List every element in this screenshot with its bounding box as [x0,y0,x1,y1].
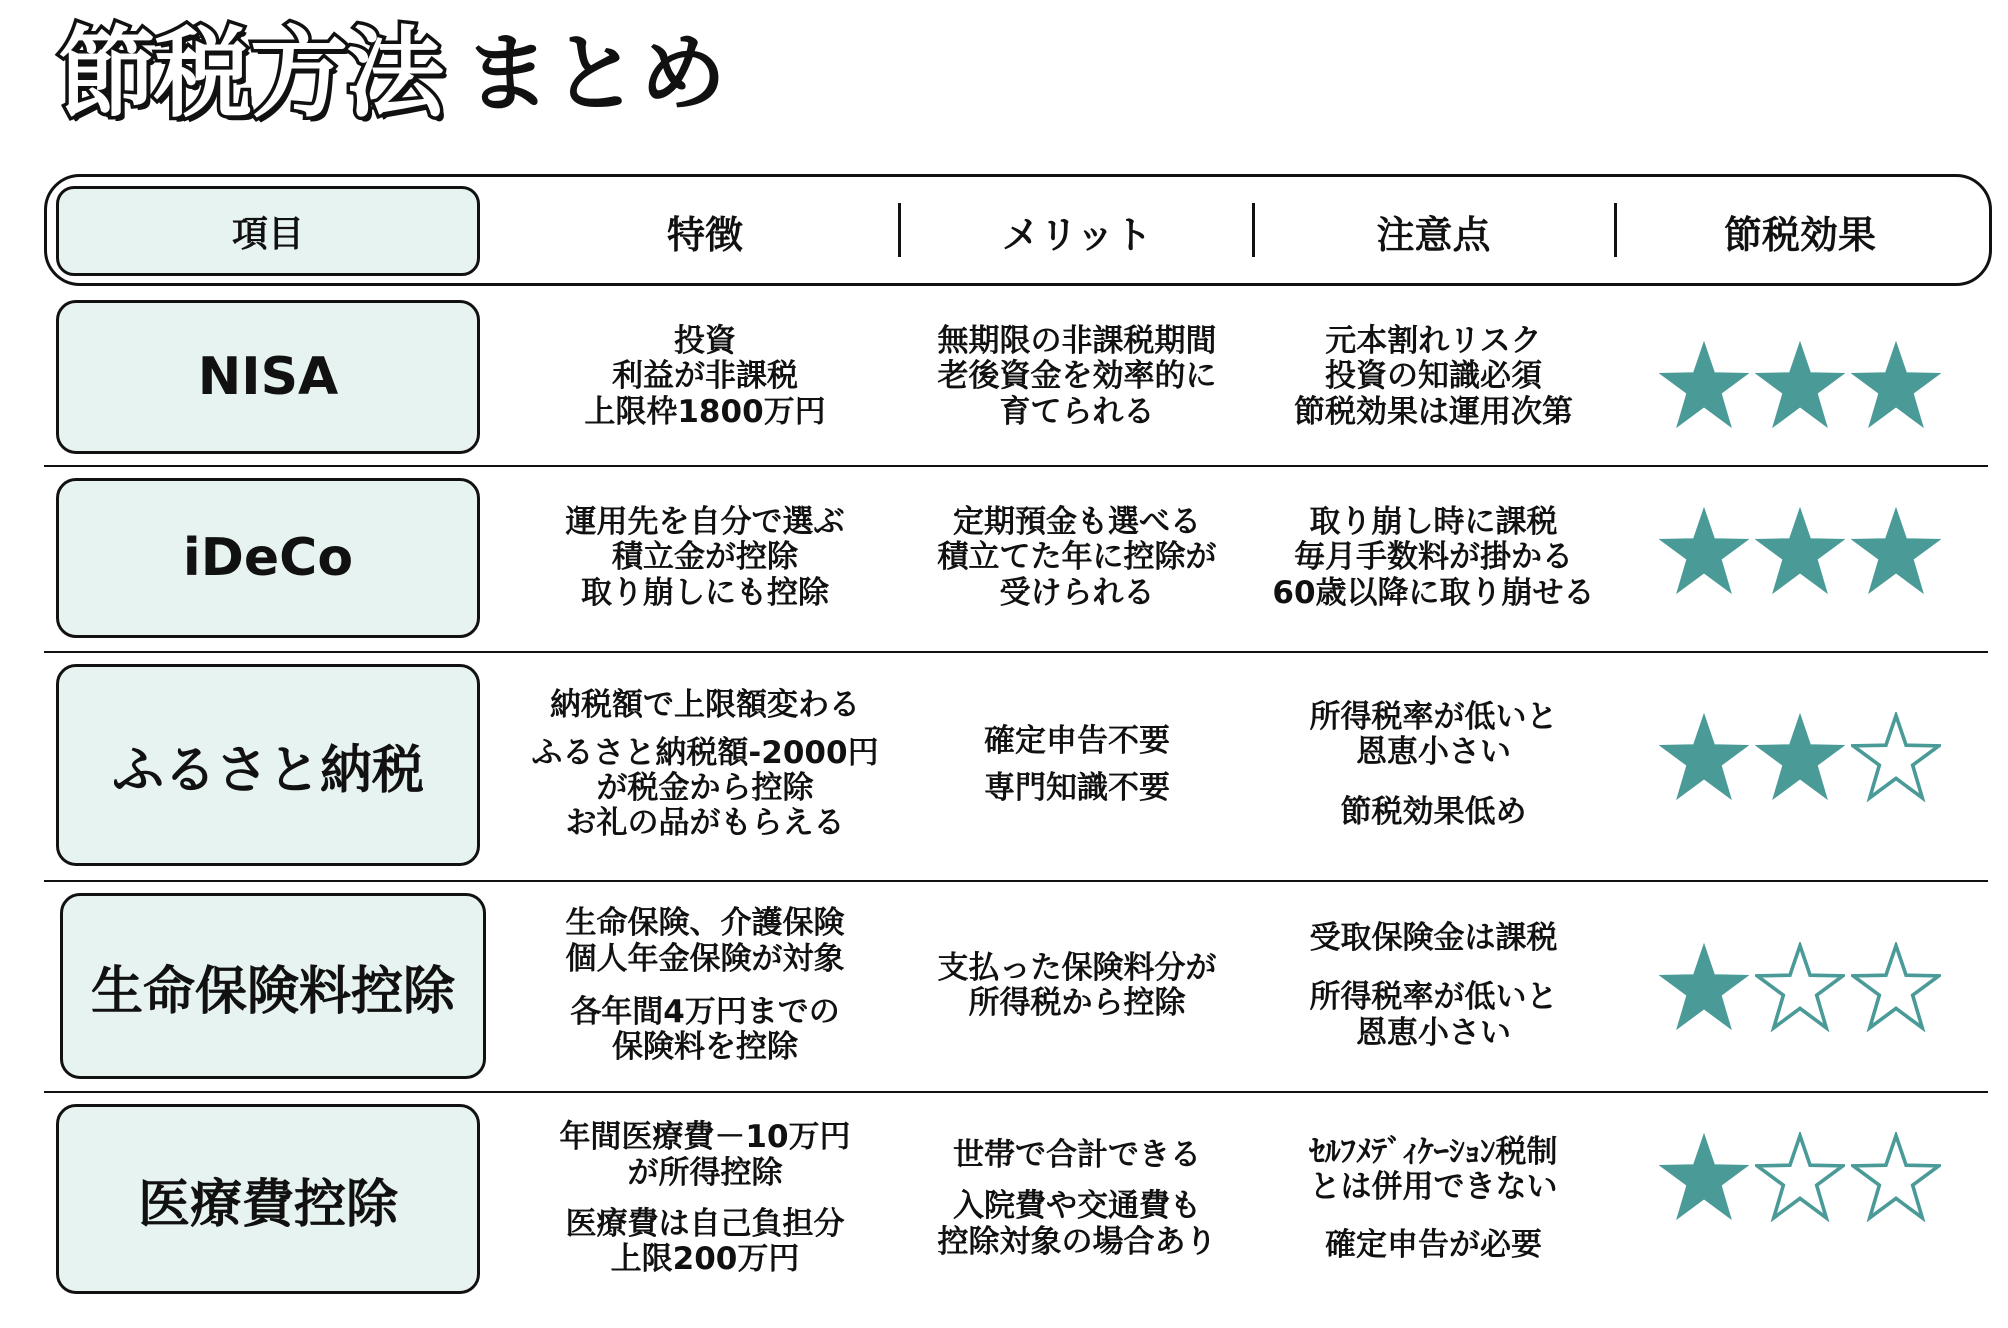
merit-line: 確定申告不要 [984,722,1170,759]
features-furusato [520,664,890,866]
header-divider [1614,203,1617,257]
feature-line: 個人年金保険が対象 [565,940,845,977]
star-empty-icon [1755,942,1845,1032]
item-medical: 医療費控除 [56,1104,480,1294]
merit-line: 控除対象の場合あり [937,1223,1217,1260]
star-filled-icon [1659,340,1749,430]
star-empty-icon [1755,1132,1845,1222]
caution-line: ｾﾙﾌﾒﾃﾞｨｹｰｼｮﾝ税制 [1309,1134,1558,1170]
rating-ideco [1650,506,1950,596]
merit-line: 世帯で合計できる [953,1137,1201,1173]
merit-line: 育てられる [999,393,1155,430]
merits-ideco [902,478,1252,638]
merit-line: 受けられる [999,574,1155,611]
header-merits: メリット [1001,212,1153,257]
cautions-medical [1256,1104,1611,1294]
item-furusato: ふるさと納税 [56,664,480,866]
merit-line: 所得税から控除 [968,985,1186,1021]
caution-line: 恩恵小さい [1356,1014,1511,1051]
merits-medical [902,1104,1252,1294]
caution-line: 投資の知識必須 [1325,358,1542,395]
feature-line: 保険料を控除 [612,1029,798,1066]
merits-furusato [902,664,1252,866]
star-filled-icon [1851,340,1941,430]
star-empty-icon [1851,712,1941,802]
feature-line: 運用先を自分で選ぶ [565,504,845,540]
feature-line: 医療費は自己負担分 [565,1206,845,1242]
caution-line: 元本割れリスク [1325,323,1542,359]
item-ideco: iDeCo [56,478,480,638]
header-item: 項目 [56,186,480,276]
features-ideco [520,478,890,638]
header-divider [898,203,901,257]
star-filled-icon [1755,712,1845,802]
features-life-insurance [520,893,890,1079]
features-nisa [520,300,890,454]
header-effect: 節税効果 [1723,212,1876,257]
item-nisa: NISA [56,300,480,454]
merit-line: 支払った保険料分が [937,949,1217,986]
rating-furusato [1650,712,1950,802]
features-medical [520,1104,890,1294]
caution-line: 毎月手数料が掛かる [1294,539,1573,576]
feature-line: 納税額で上限額変わる [550,687,860,724]
cautions-ideco [1256,478,1611,638]
merit-line: 積立てた年に控除が [937,539,1217,576]
feature-line: ふるさと納税額-2000円 [531,734,879,771]
page-title [58,14,728,134]
feature-line: 上限200万円 [610,1241,800,1278]
feature-line: 生命保険、介護保険 [565,905,845,942]
caution-line: 恩恵小さい [1356,734,1511,771]
cautions-furusato [1256,664,1611,866]
caution-line: 所得税率が低いと [1309,699,1558,735]
cautions-life-insurance [1256,893,1611,1079]
merit-line: 入院費や交通費も [953,1188,1201,1225]
row-divider [44,465,1988,467]
star-filled-icon [1659,942,1749,1032]
cautions-nisa [1256,300,1611,454]
feature-line: 上限枠1800万円 [584,393,826,430]
feature-line: が税金から控除 [596,770,814,806]
caution-line: 取り崩し時に課税 [1309,504,1558,540]
feature-line: 年間医療費－10万円 [559,1119,851,1156]
feature-line: が所得控除 [627,1154,783,1191]
page-title-main: 節税方法 [58,17,443,131]
star-filled-icon [1755,340,1845,430]
caution-line: 確定申告が必要 [1325,1226,1542,1263]
caution-line: とは併用できない [1309,1169,1558,1206]
header-cautions: 注意点 [1376,212,1491,257]
row-divider [44,1091,1988,1093]
star-empty-icon [1851,1132,1941,1222]
merits-nisa [902,300,1252,454]
merit-line: 定期預金も選べる [953,504,1201,540]
feature-line: 利益が非課税 [612,358,798,395]
caution-line: 所得税率が低いと [1309,979,1558,1016]
feature-line: 投資 [674,323,736,359]
row-divider [44,651,1988,653]
star-filled-icon [1659,712,1749,802]
page-title-rest: まとめ [464,24,729,124]
rating-nisa [1650,340,1950,430]
merit-line: 老後資金を効率的に [937,358,1217,395]
feature-line: 積立金が控除 [612,539,798,576]
feature-line: お礼の品がもらえる [565,805,845,842]
feature-line: 各年間4万円までの [570,994,840,1030]
star-filled-icon [1659,1132,1749,1222]
merit-line: 専門知識不要 [984,770,1170,806]
header-divider [1252,203,1255,257]
star-empty-icon [1851,942,1941,1032]
merits-life-insurance [902,893,1252,1079]
star-filled-icon [1755,506,1845,596]
rating-medical [1650,1132,1950,1222]
caution-line: 受取保険金は課税 [1309,920,1558,956]
item-life-insurance: 生命保険料控除 [60,893,486,1079]
merit-line: 無期限の非課税期間 [937,323,1217,359]
caution-line: 60歳以降に取り崩せる [1272,574,1595,611]
caution-line: 節税効果低め [1340,793,1527,830]
caution-line: 節税効果は運用次第 [1294,393,1573,430]
rating-life-insurance [1650,942,1950,1032]
feature-line: 取り崩しにも控除 [581,574,829,611]
star-filled-icon [1659,506,1749,596]
star-filled-icon [1851,506,1941,596]
header-features: 特徴 [666,212,743,257]
row-divider [44,880,1988,882]
